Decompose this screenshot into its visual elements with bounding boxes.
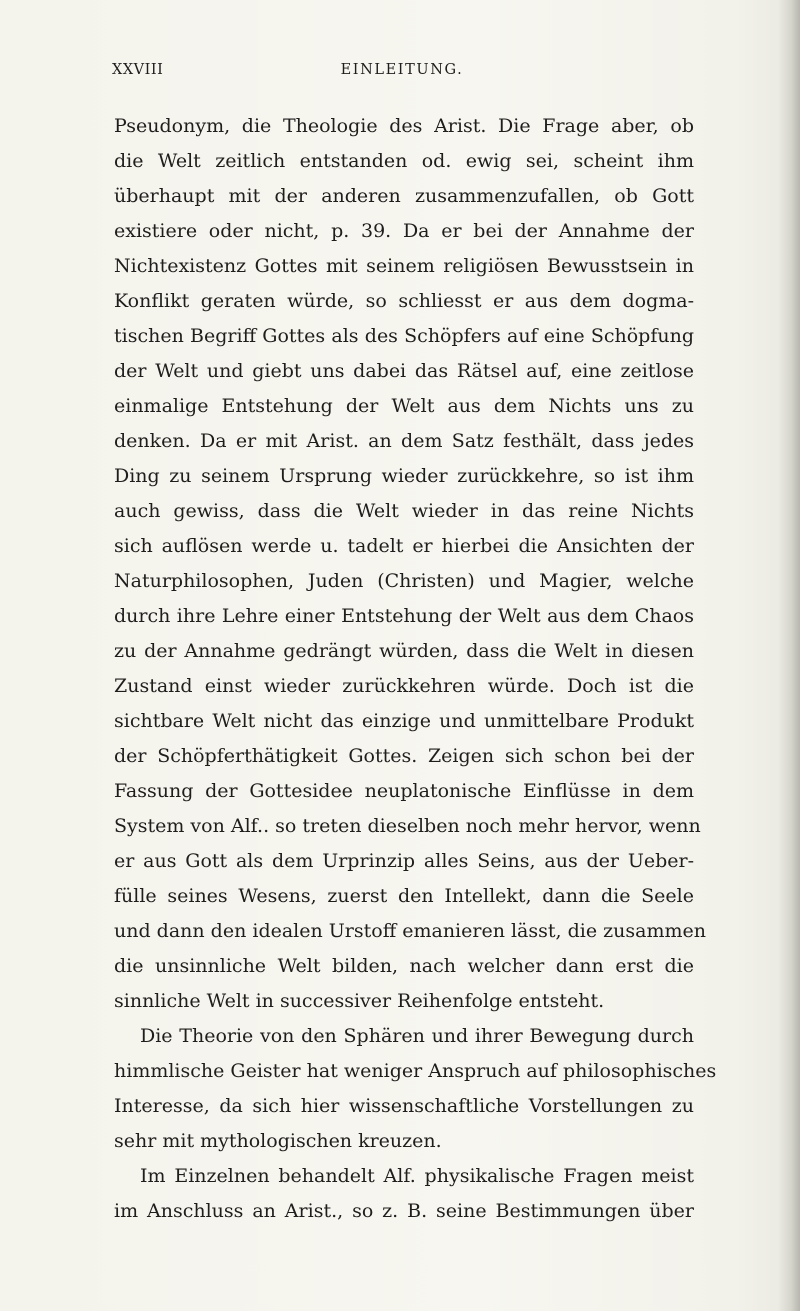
text-line: Die Theorie von den Sphären und ihrer Bewegung durch [140,1025,694,1047]
text-line: Fassung der Gottesidee neuplatonische Einflüsse in dem [114,780,694,802]
text-line: und dann den idealen Urstoff emanieren lässt, die zusammen [114,920,706,942]
page-number: XXVIII [112,62,164,78]
text-line: einmalige Entstehung der Welt aus dem Nichts uns zu [114,395,694,417]
text-line: Ding zu seinem Ursprung wieder zurückkehre, so ist ihm [114,465,694,487]
text-line: der Schöpferthätigkeit Gottes. Zeigen sich schon bei der [114,745,694,767]
text-line: überhaupt mit der anderen zusammenzufallen, ob Gott [114,185,694,207]
text-line: die Welt zeitlich entstanden od. ewig sei, scheint ihm [114,150,694,172]
text-line: der Welt und giebt uns dabei das Rätsel auf, eine zeitlose [114,360,694,382]
text-line: zu der Annahme gedrängt würden, dass die Welt in diesen [114,640,694,662]
text-line: Zustand einst wieder zurückkehren würde. Doch ist die [114,675,694,697]
text-line: tischen Begriff Gottes als des Schöpfers auf eine Schöpfung [114,325,694,347]
text-line: auch gewiss, dass die Welt wieder in das reine Nichts [114,500,694,522]
page-edge-shadow [778,0,800,1311]
body-text [114,109,717,1229]
text-line: die unsinnliche Welt bilden, nach welcher dann erst die [114,955,694,977]
text-line: fülle seines Wesens, zuerst den Intellekt, dann die Seele [114,885,694,907]
running-title: EINLEITUNG. [340,62,464,78]
text-line: Naturphilosophen, Juden (Christen) und Magier, welche [114,570,694,592]
text-line: Nichtexistenz Gottes mit seinem religiösen Bewusstsein in [114,255,694,277]
text-line: er aus Gott als dem Urprinzip alles Seins, aus der Ueber- [114,850,694,872]
text-line: Konflikt geraten würde, so schliesst er aus dem dogma- [114,290,694,312]
text-line: sichtbare Welt nicht das einzige und unmittelbare Produkt [114,710,694,732]
text-line: durch ihre Lehre einer Entstehung der Welt aus dem Chaos [114,605,694,627]
text-line: denken. Da er mit Arist. an dem Satz festhält, dass jedes [114,430,694,452]
text-line: existiere oder nicht, p. 39. Da er bei der Annahme der [114,220,694,242]
text-line: im Anschluss an Arist., so z. B. seine Bestimmungen über [114,1200,694,1222]
text-line: Im Einzelnen behandelt Alf. physikalische Fragen meist [140,1165,694,1187]
text-line: Interesse, da sich hier wissenschaftliche Vorstellungen zu [114,1095,694,1117]
text-line: Pseudonym, die Theologie des Arist. Die Frage aber, ob [114,115,694,137]
text-line: sinnliche Welt in successiver Reihenfolge entsteht. [114,990,605,1012]
text-line: System von Alf.. so treten dieselben noch mehr hervor, wenn [114,815,701,837]
text-line: sich auflösen werde u. tadelt er hierbei die Ansichten der [114,535,694,557]
text-line: sehr mit mythologischen kreuzen. [114,1130,442,1152]
running-head [112,62,692,86]
text-line: himmlische Geister hat weniger Anspruch auf philosophisches [114,1060,717,1082]
